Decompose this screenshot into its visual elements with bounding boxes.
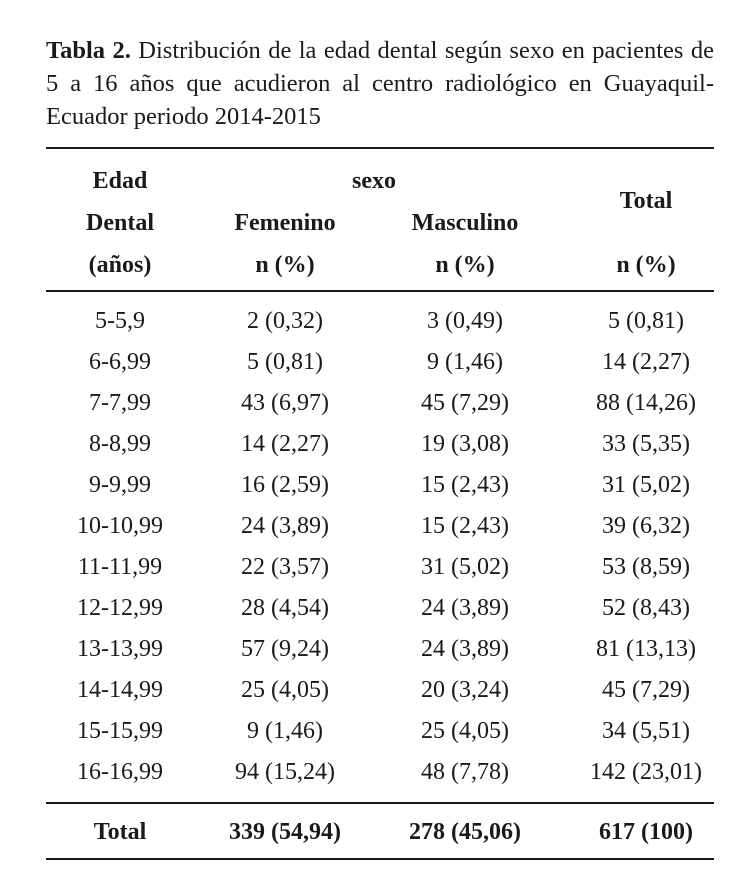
totals-rule xyxy=(46,802,714,804)
cell-total: 88 (14,26) xyxy=(596,390,696,416)
top-rule xyxy=(46,147,714,149)
totals-label: Total xyxy=(93,819,147,845)
cell-total: 45 (7,29) xyxy=(602,677,690,703)
cell-edad: 7-7,99 xyxy=(89,390,151,416)
cell-masculino: 24 (3,89) xyxy=(421,636,509,662)
cell-femenino: 24 (3,89) xyxy=(241,513,329,539)
cell-femenino: 5 (0,81) xyxy=(247,349,323,375)
bottom-rule xyxy=(46,858,714,860)
cell-total: 53 (8,59) xyxy=(602,554,690,580)
cell-edad: 15-15,99 xyxy=(77,718,163,744)
cell-total: 34 (5,51) xyxy=(602,718,690,744)
cell-edad: 8-8,99 xyxy=(89,431,151,457)
cell-masculino: 45 (7,29) xyxy=(421,390,509,416)
cell-edad: 5-5,9 xyxy=(95,308,145,334)
table-caption xyxy=(46,34,714,133)
header-femenino-n: n (%) xyxy=(255,252,315,278)
cell-femenino: 43 (6,97) xyxy=(241,390,329,416)
cell-edad: 13-13,99 xyxy=(77,636,163,662)
cell-masculino: 15 (2,43) xyxy=(421,513,509,539)
header-dental: Dental xyxy=(86,210,154,236)
cell-total: 5 (0,81) xyxy=(608,308,684,334)
cell-edad: 6-6,99 xyxy=(89,349,151,375)
cell-femenino: 2 (0,32) xyxy=(247,308,323,334)
cell-femenino: 94 (15,24) xyxy=(235,759,335,785)
totals-masculino: 278 (45,06) xyxy=(409,819,521,845)
cell-masculino: 15 (2,43) xyxy=(421,472,509,498)
cell-masculino: 19 (3,08) xyxy=(421,431,509,457)
cell-total: 33 (5,35) xyxy=(602,431,690,457)
header-total-n: n (%) xyxy=(616,252,676,278)
cell-total: 52 (8,43) xyxy=(602,595,690,621)
cell-total: 39 (6,32) xyxy=(602,513,690,539)
cell-total: 14 (2,27) xyxy=(602,349,690,375)
cell-masculino: 31 (5,02) xyxy=(421,554,509,580)
header-edad: Edad xyxy=(92,168,148,194)
header-total: Total xyxy=(619,188,673,214)
header-anos: (años) xyxy=(88,252,152,278)
cell-total: 81 (13,13) xyxy=(596,636,696,662)
cell-femenino: 9 (1,46) xyxy=(247,718,323,744)
cell-edad: 10-10,99 xyxy=(77,513,163,539)
cell-femenino: 57 (9,24) xyxy=(241,636,329,662)
cell-femenino: 14 (2,27) xyxy=(241,431,329,457)
header-masculino-n: n (%) xyxy=(435,252,495,278)
header-femenino: Femenino xyxy=(234,210,336,236)
totals-femenino: 339 (54,94) xyxy=(229,819,341,845)
cell-femenino: 22 (3,57) xyxy=(241,554,329,580)
cell-masculino: 3 (0,49) xyxy=(427,308,503,334)
cell-edad: 11-11,99 xyxy=(77,554,163,580)
cell-femenino: 28 (4,54) xyxy=(241,595,329,621)
totals-total: 617 (100) xyxy=(599,819,693,845)
cell-masculino: 25 (4,05) xyxy=(421,718,509,744)
cell-total: 142 (23,01) xyxy=(590,759,702,785)
cell-edad: 12-12,99 xyxy=(77,595,163,621)
cell-masculino: 9 (1,46) xyxy=(427,349,503,375)
table-label: Tabla 2. xyxy=(46,37,131,64)
cell-total: 31 (5,02) xyxy=(602,472,690,498)
cell-masculino: 24 (3,89) xyxy=(421,595,509,621)
cell-femenino: 25 (4,05) xyxy=(241,677,329,703)
header-rule xyxy=(46,290,714,292)
cell-edad: 16-16,99 xyxy=(77,759,163,785)
cell-edad: 14-14,99 xyxy=(77,677,163,703)
cell-femenino: 16 (2,59) xyxy=(241,472,329,498)
table-caption-text: Distribución de la edad dental según sexo en pacientes de 5 a 16 años que acudieron al centro radiológico en Guayaquil-Ecuador periodo 2014-2015 xyxy=(46,37,715,130)
cell-masculino: 48 (7,78) xyxy=(421,759,509,785)
header-sexo: sexo xyxy=(352,168,396,194)
cell-edad: 9-9,99 xyxy=(89,472,151,498)
header-masculino: Masculino xyxy=(411,210,519,236)
cell-masculino: 20 (3,24) xyxy=(421,677,509,703)
